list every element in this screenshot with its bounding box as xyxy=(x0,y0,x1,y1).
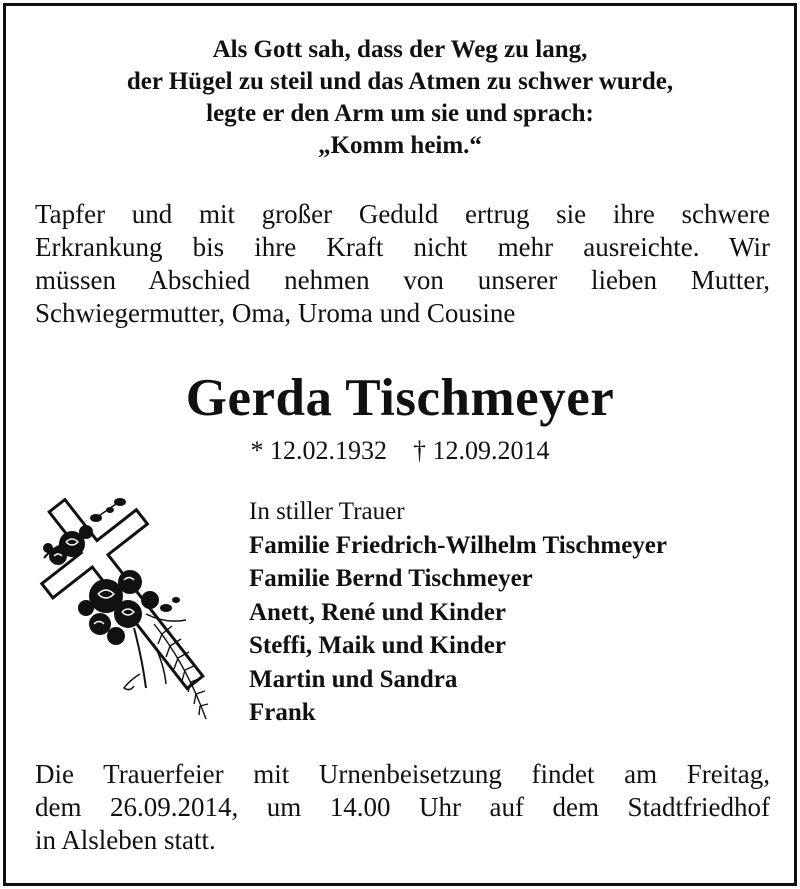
intro-text xyxy=(35,198,770,330)
mourner-entry: Steffi, Maik und Kinder xyxy=(249,632,506,659)
intro-line: müssen Abschied nehmen von unserer lieben Mutter, xyxy=(35,265,770,295)
mourner-entry: Anett, René und Kinder xyxy=(249,598,506,626)
mourner-entry: Familie Bernd Tischmeyer xyxy=(249,565,533,592)
poem-line: legte er den Arm um sie und sprach: xyxy=(206,100,594,127)
deceased-name: Gerda Tischmeyer xyxy=(185,369,615,427)
intro-line: Tapfer und mit großer Geduld ertrug sie ihre schwere xyxy=(35,199,770,229)
poem-line: Als Gott sah, dass der Weg zu lang, xyxy=(212,36,588,63)
mourner-entry: Familie Friedrich-Wilhelm Tischmeyer xyxy=(249,531,667,559)
mourner-entry: Martin und Sandra xyxy=(249,665,458,693)
funeral-line: dem 26.09.2014, um 14.00 Uhr auf dem Stadtfriedhof xyxy=(35,792,770,822)
poem-line: „Komm heim.“ xyxy=(318,132,482,159)
cross-with-roses-icon xyxy=(36,474,216,724)
mourning-phrase: In stiller Trauer xyxy=(249,498,405,525)
funeral-line: in Alsleben statt. xyxy=(35,825,216,855)
birth-date: * 12.02.1932 xyxy=(250,436,387,465)
death-date: † 12.09.2014 xyxy=(413,436,550,465)
funeral-info xyxy=(35,758,770,857)
intro-line: Erkrankung bis ihre Kraft nicht mehr ausreichte. Wir xyxy=(35,232,770,262)
intro-line: Schwiegermutter, Oma, Uroma und Cousine xyxy=(35,298,516,328)
poem xyxy=(0,34,800,162)
mourners-list xyxy=(249,495,667,730)
poem-line: der Hügel zu steil und das Atmen zu schwer wurde, xyxy=(126,68,674,95)
funeral-line: Die Trauerfeier mit Urnenbeisetzung findet am Freitag, xyxy=(35,759,770,789)
life-dates xyxy=(0,435,800,467)
mourner-entry: Frank xyxy=(249,699,316,726)
